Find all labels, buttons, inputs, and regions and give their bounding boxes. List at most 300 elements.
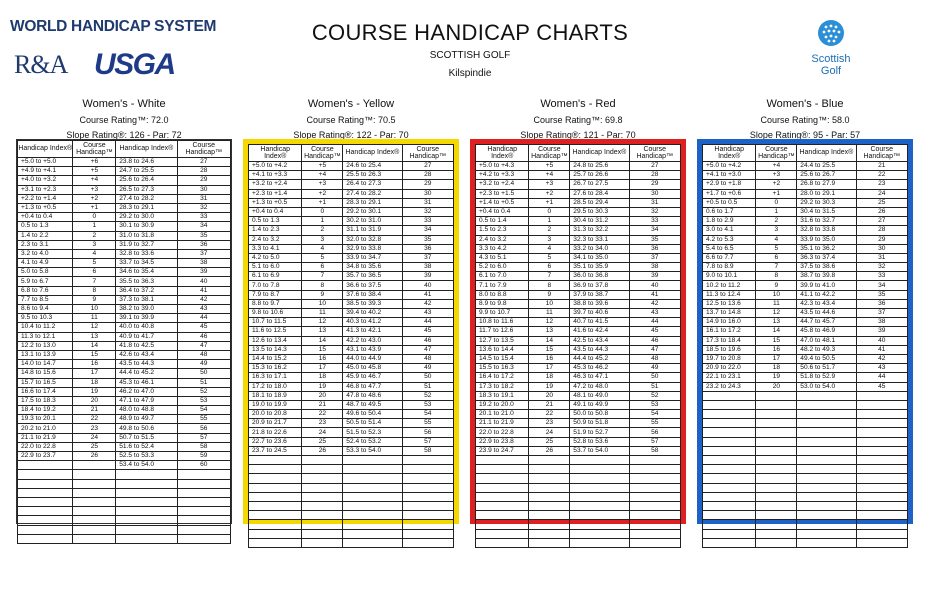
- table-row: [249, 373, 454, 382]
- table-cell: 9.5 to 10.3: [18, 314, 73, 323]
- table-cell: 6.8 to 7.6: [18, 286, 73, 295]
- table-cell: 17.3 to 18.4: [703, 336, 756, 345]
- table-cell: 52.5 to 53.3: [116, 452, 177, 461]
- table-cell: +2: [73, 194, 116, 203]
- table-row: [703, 171, 908, 180]
- table-row: [703, 492, 908, 501]
- column-header: Course Handicap™: [529, 145, 570, 162]
- table-row: [18, 194, 231, 203]
- table-row: [476, 244, 681, 253]
- table-cell: 58: [402, 446, 454, 455]
- table-cell: 3.3 to 4.1: [249, 244, 302, 253]
- table-cell: 46: [177, 332, 230, 341]
- empty-cell: [177, 470, 230, 479]
- usga-wordmark: USGA: [94, 48, 175, 81]
- table-cell: 21: [856, 162, 908, 171]
- table-cell: 32: [856, 263, 908, 272]
- table-cell: 14: [756, 327, 797, 336]
- table-cell: +5: [302, 162, 343, 171]
- table-row: [249, 180, 454, 189]
- table-cell: 11: [73, 314, 116, 323]
- table-cell: 41.8 to 42.5: [116, 341, 177, 350]
- table-cell: 45: [856, 382, 908, 391]
- panel-header-white: [13, 98, 235, 140]
- table-row: [703, 309, 908, 318]
- table-cell: 22.1 to 23.1: [703, 373, 756, 382]
- table-cell: 20.0 to 20.8: [249, 410, 302, 419]
- table-row: [703, 465, 908, 474]
- empty-cell: [18, 516, 73, 525]
- table-cell: 41: [402, 290, 454, 299]
- table-row: [18, 176, 231, 185]
- table-row: [703, 400, 908, 409]
- table-cell: 14.5 to 15.4: [476, 354, 529, 363]
- table-row: [18, 350, 231, 359]
- column-header: Course Handicap™: [402, 145, 454, 162]
- table-cell: +1: [756, 189, 797, 198]
- table-row: [18, 268, 231, 277]
- table-cell: 18: [529, 373, 570, 382]
- table-row: [476, 336, 681, 345]
- table-row: [18, 452, 231, 461]
- table-cell: 3.3 to 4.2: [476, 244, 529, 253]
- table-row: [476, 456, 681, 465]
- table-cell: 12.6 to 13.4: [249, 336, 302, 345]
- table-cell: 0.6 to 1.7: [703, 207, 756, 216]
- table-cell: 54: [177, 406, 230, 415]
- table-cell: 35: [856, 290, 908, 299]
- table-cell: 6.6 to 7.7: [703, 253, 756, 262]
- table-cell: 5.4 to 6.5: [703, 244, 756, 253]
- table-cell: 18: [302, 373, 343, 382]
- empty-cell: [797, 483, 856, 492]
- table-cell: 31.6 to 32.7: [797, 217, 856, 226]
- empty-cell: [116, 488, 177, 497]
- table-cell: 40: [629, 281, 681, 290]
- table-cell: 8: [73, 286, 116, 295]
- table-cell: 6: [302, 263, 343, 272]
- empty-cell: [703, 538, 756, 547]
- table-row: [249, 437, 454, 446]
- table-cell: 4.3 to 5.1: [476, 253, 529, 262]
- empty-cell: [570, 465, 629, 474]
- table-cell: 48.7 to 49.5: [343, 400, 402, 409]
- table-cell: 25.6 to 26.7: [797, 171, 856, 180]
- table-cell: 4: [302, 244, 343, 253]
- course-rating: Course Rating™: 72.0: [79, 115, 169, 125]
- table-cell: 48: [177, 350, 230, 359]
- table-row: [703, 382, 908, 391]
- table-row: [703, 318, 908, 327]
- table-row: [249, 226, 454, 235]
- table-cell: 35.1 to 36.2: [797, 244, 856, 253]
- table-row: [18, 415, 231, 424]
- table-cell: 20.9 to 22.0: [703, 364, 756, 373]
- table-cell: 20.2 to 21.0: [18, 424, 73, 433]
- table-row: [703, 437, 908, 446]
- empty-cell: [856, 419, 908, 428]
- table-cell: 10.2 to 11.2: [703, 281, 756, 290]
- table-cell: 29.2 to 30.0: [116, 213, 177, 222]
- empty-cell: [797, 428, 856, 437]
- empty-cell: [797, 400, 856, 409]
- table-cell: 37: [629, 253, 681, 262]
- empty-cell: [756, 511, 797, 520]
- table-cell: 13: [302, 327, 343, 336]
- table-cell: 28: [629, 171, 681, 180]
- table-cell: 15: [73, 350, 116, 359]
- empty-cell: [18, 525, 73, 534]
- table-cell: 7.0 to 7.8: [249, 281, 302, 290]
- empty-cell: [797, 492, 856, 501]
- table-cell: 41.1 to 42.2: [797, 290, 856, 299]
- empty-cell: [302, 511, 343, 520]
- table-cell: 28.3 to 29.1: [116, 203, 177, 212]
- table-row: [703, 456, 908, 465]
- slope-rating: Slope Rating®: 122 - Par: 70: [293, 130, 409, 140]
- table-cell: 3.0 to 4.1: [703, 226, 756, 235]
- course-rating: Course Rating™: 58.0: [760, 115, 850, 125]
- empty-cell: [756, 529, 797, 538]
- table-cell: 29: [402, 180, 454, 189]
- table-cell: 17.3 to 18.2: [476, 382, 529, 391]
- table-cell: 2: [73, 231, 116, 240]
- table-cell: 14.9 to 16.0: [703, 318, 756, 327]
- table-cell: 31.9 to 32.7: [116, 240, 177, 249]
- empty-cell: [629, 501, 681, 510]
- table-cell: 39.4 to 40.2: [343, 309, 402, 318]
- table-cell: 13.5 to 14.3: [249, 345, 302, 354]
- table-cell: 49: [402, 364, 454, 373]
- empty-cell: [177, 525, 230, 534]
- table-cell: 15: [756, 336, 797, 345]
- table-cell: +4.0 to +3.2: [18, 176, 73, 185]
- table-cell: 45.3 to 46.1: [116, 378, 177, 387]
- table-cell: 20.1 to 21.0: [476, 410, 529, 419]
- table-cell: 1: [529, 217, 570, 226]
- table-row: [476, 327, 681, 336]
- empty-cell: [629, 492, 681, 501]
- table-cell: 45.0 to 45.8: [343, 364, 402, 373]
- table-cell: 8.9 to 9.8: [476, 299, 529, 308]
- table-cell: +4: [302, 171, 343, 180]
- table-cell: 40: [177, 277, 230, 286]
- empty-cell: [703, 465, 756, 474]
- table-row: [249, 189, 454, 198]
- table-row: [249, 235, 454, 244]
- table-cell: 30: [629, 189, 681, 198]
- table-cell: 42.3 to 43.4: [797, 299, 856, 308]
- table-cell: 38.7 to 39.8: [797, 272, 856, 281]
- table-cell: 45.8 to 46.9: [797, 327, 856, 336]
- empty-cell: [797, 456, 856, 465]
- table-cell: 10.7 to 11.5: [249, 318, 302, 327]
- table-cell: 47: [177, 341, 230, 350]
- table-cell: 12.2 to 13.0: [18, 341, 73, 350]
- empty-cell: [343, 492, 402, 501]
- slope-rating: Slope Rating®: 126 - Par: 72: [66, 130, 182, 140]
- table-row: [703, 207, 908, 216]
- empty-cell: [529, 483, 570, 492]
- table-row: [703, 538, 908, 547]
- table-cell: 0.5 to 1.4: [476, 217, 529, 226]
- empty-cell: [856, 410, 908, 419]
- table-cell: 1.4 to 2.3: [249, 226, 302, 235]
- table-cell: 29: [856, 235, 908, 244]
- table-cell: 11.7 to 12.6: [476, 327, 529, 336]
- table-cell: 53.3 to 54.0: [343, 446, 402, 455]
- table-cell: +3: [529, 180, 570, 189]
- table-cell: 9.8 to 10.6: [249, 309, 302, 318]
- table-cell: 36.6 to 37.5: [343, 281, 402, 290]
- table-cell: 40.3 to 41.2: [343, 318, 402, 327]
- table-cell: +2.3 to +1.4: [249, 189, 302, 198]
- table-row: [703, 281, 908, 290]
- table-cell: 24.6 to 25.4: [343, 162, 402, 171]
- table-cell: 22.9 to 23.8: [476, 437, 529, 446]
- empty-cell: [529, 520, 570, 529]
- table-cell: 7: [302, 272, 343, 281]
- empty-cell: [177, 534, 230, 543]
- table-cell: +0.4 to 0.4: [476, 207, 529, 216]
- table-cell: 26: [73, 452, 116, 461]
- empty-cell: [756, 492, 797, 501]
- empty-cell: [703, 483, 756, 492]
- table-row: [249, 529, 454, 538]
- table-cell: 29: [629, 180, 681, 189]
- table-row: [476, 437, 681, 446]
- empty-cell: [856, 483, 908, 492]
- empty-cell: [797, 520, 856, 529]
- table-cell: 32.0 to 32.8: [343, 235, 402, 244]
- empty-cell: [756, 400, 797, 409]
- table-row: [476, 162, 681, 171]
- table-row: [476, 428, 681, 437]
- table-cell: 39: [177, 268, 230, 277]
- table-cell: +5.0 to +4.2: [249, 162, 302, 171]
- page-subtitle: SCOTTISH GOLF: [429, 50, 511, 61]
- empty-cell: [856, 474, 908, 483]
- table-cell: 18: [73, 378, 116, 387]
- table-cell: 39.7 to 40.6: [570, 309, 629, 318]
- table-cell: 31.1 to 31.9: [343, 226, 402, 235]
- table-row: [18, 259, 231, 268]
- column-header: Handicap Index®: [797, 145, 856, 162]
- table-cell: 44: [856, 373, 908, 382]
- table-cell: 10: [529, 299, 570, 308]
- table-row: [703, 391, 908, 400]
- table-cell: 24: [529, 428, 570, 437]
- table-cell: 38: [177, 259, 230, 268]
- table-row: [18, 240, 231, 249]
- table-cell: 11: [529, 309, 570, 318]
- table-cell: 7.7 to 8.5: [18, 295, 73, 304]
- table-cell: 4.2 to 5.0: [249, 253, 302, 262]
- table-cell: 2: [529, 226, 570, 235]
- course-rating: Course Rating™: 70.5: [306, 115, 396, 125]
- table-row: [18, 213, 231, 222]
- table-row: [249, 318, 454, 327]
- table-row: [476, 400, 681, 409]
- table-row: [18, 442, 231, 451]
- scottish-golf-line2: Golf: [820, 65, 842, 77]
- empty-cell: [116, 507, 177, 516]
- table-row: [703, 373, 908, 382]
- column-header: Course Handicap™: [629, 145, 681, 162]
- table-row: [703, 428, 908, 437]
- table-cell: +3.2 to +2.4: [249, 180, 302, 189]
- table-cell: 12.5 to 13.6: [703, 299, 756, 308]
- table-cell: 32.3 to 33.1: [570, 235, 629, 244]
- table-row: [18, 396, 231, 405]
- table-cell: 51: [402, 382, 454, 391]
- table-row: [249, 474, 454, 483]
- table-row: [476, 538, 681, 547]
- table-row: [703, 364, 908, 373]
- table-cell: 52.8 to 53.6: [570, 437, 629, 446]
- table-cell: 11.3 to 12.4: [703, 290, 756, 299]
- empty-cell: [249, 529, 302, 538]
- table-row: [18, 286, 231, 295]
- table-cell: 33: [177, 213, 230, 222]
- table-cell: 44: [402, 318, 454, 327]
- table-cell: +2.2 to +1.4: [18, 194, 73, 203]
- empty-cell: [18, 479, 73, 488]
- table-cell: 43.5 to 44.6: [797, 309, 856, 318]
- table-row: [249, 162, 454, 171]
- table-row: [18, 461, 231, 470]
- table-cell: 28.5 to 29.4: [570, 198, 629, 207]
- table-cell: 32.8 to 33.8: [797, 226, 856, 235]
- empty-cell: [476, 474, 529, 483]
- table-cell: 2.4 to 3.2: [476, 235, 529, 244]
- table-row: [249, 465, 454, 474]
- table-cell: 26.8 to 27.9: [797, 180, 856, 189]
- table-cell: 9.9 to 10.7: [476, 309, 529, 318]
- table-cell: 7.8 to 8.9: [703, 263, 756, 272]
- table-cell: 35.7 to 36.5: [343, 272, 402, 281]
- table-cell: [73, 461, 116, 470]
- table-cell: 12: [302, 318, 343, 327]
- table-row: [18, 203, 231, 212]
- empty-cell: [18, 497, 73, 506]
- table-cell: 26: [302, 446, 343, 455]
- empty-cell: [703, 520, 756, 529]
- table-cell: +2: [302, 189, 343, 198]
- table-row: [703, 198, 908, 207]
- table-row: [249, 281, 454, 290]
- table-cell: +0.5 to 0.5: [703, 198, 756, 207]
- table-row: [476, 226, 681, 235]
- empty-cell: [856, 511, 908, 520]
- slope-rating: Slope Rating®: 121 - Par: 70: [520, 130, 636, 140]
- empty-cell: [756, 538, 797, 547]
- table-cell: 52: [177, 387, 230, 396]
- table-cell: 42: [629, 299, 681, 308]
- table-row: [249, 391, 454, 400]
- table-cell: 40.0 to 40.8: [116, 323, 177, 332]
- table-row: [476, 299, 681, 308]
- table-cell: +2.3 to +1.5: [476, 189, 529, 198]
- empty-cell: [570, 538, 629, 547]
- table-cell: 22: [302, 410, 343, 419]
- table-cell: 34: [629, 226, 681, 235]
- table-cell: 1: [756, 207, 797, 216]
- table-cell: 18.5 to 19.6: [703, 345, 756, 354]
- table-row: [249, 501, 454, 510]
- empty-cell: [73, 488, 116, 497]
- table-cell: 9: [302, 290, 343, 299]
- panel-header-yellow: [240, 98, 462, 140]
- table-cell: 7.1 to 7.9: [476, 281, 529, 290]
- table-cell: 5.2 to 6.0: [476, 263, 529, 272]
- table-cell: 17: [73, 369, 116, 378]
- whs-wordmark: WORLD HANDICAP SYSTEM: [10, 18, 217, 35]
- empty-cell: [402, 456, 454, 465]
- table-cell: 34.6 to 35.4: [116, 268, 177, 277]
- empty-cell: [856, 400, 908, 409]
- table-cell: 36: [856, 299, 908, 308]
- table-row: [703, 501, 908, 510]
- table-cell: 12: [529, 318, 570, 327]
- table-cell: 3: [529, 235, 570, 244]
- table-cell: 35.1 to 35.9: [570, 263, 629, 272]
- empty-cell: [402, 474, 454, 483]
- table-cell: 58: [177, 442, 230, 451]
- table-cell: +2: [756, 180, 797, 189]
- table-cell: +4.9 to +4.1: [18, 167, 73, 176]
- empty-cell: [756, 391, 797, 400]
- table-cell: 23.9 to 24.7: [476, 446, 529, 455]
- empty-cell: [756, 419, 797, 428]
- empty-cell: [476, 520, 529, 529]
- scottish-golf-line1: Scottish: [811, 53, 851, 65]
- empty-cell: [797, 410, 856, 419]
- table-cell: 9: [529, 290, 570, 299]
- table-cell: 1: [73, 222, 116, 231]
- table-row: [249, 207, 454, 216]
- table-header-row: [18, 141, 231, 158]
- empty-cell: [73, 470, 116, 479]
- table-row: [18, 231, 231, 240]
- table-cell: 50: [629, 373, 681, 382]
- empty-cell: [402, 465, 454, 474]
- table-cell: 29.2 to 30.3: [797, 198, 856, 207]
- table-row: [249, 327, 454, 336]
- empty-cell: [529, 492, 570, 501]
- table-row: [249, 263, 454, 272]
- table-cell: 11: [302, 309, 343, 318]
- table-cell: 30: [856, 244, 908, 253]
- table-cell: 37: [856, 309, 908, 318]
- table-cell: 39: [856, 327, 908, 336]
- empty-cell: [177, 507, 230, 516]
- empty-cell: [756, 446, 797, 455]
- table-row: [703, 520, 908, 529]
- table-cell: 15.5 to 16.3: [476, 364, 529, 373]
- table-cell: 4.1 to 4.9: [18, 259, 73, 268]
- table-row: [18, 479, 231, 488]
- table-cell: 43: [629, 309, 681, 318]
- empty-cell: [302, 492, 343, 501]
- empty-cell: [570, 520, 629, 529]
- table-row: [18, 488, 231, 497]
- chart-frame-white: [16, 139, 232, 524]
- table-row: [476, 235, 681, 244]
- table-cell: 0: [529, 207, 570, 216]
- table-cell: 43: [402, 309, 454, 318]
- table-cell: 17: [529, 364, 570, 373]
